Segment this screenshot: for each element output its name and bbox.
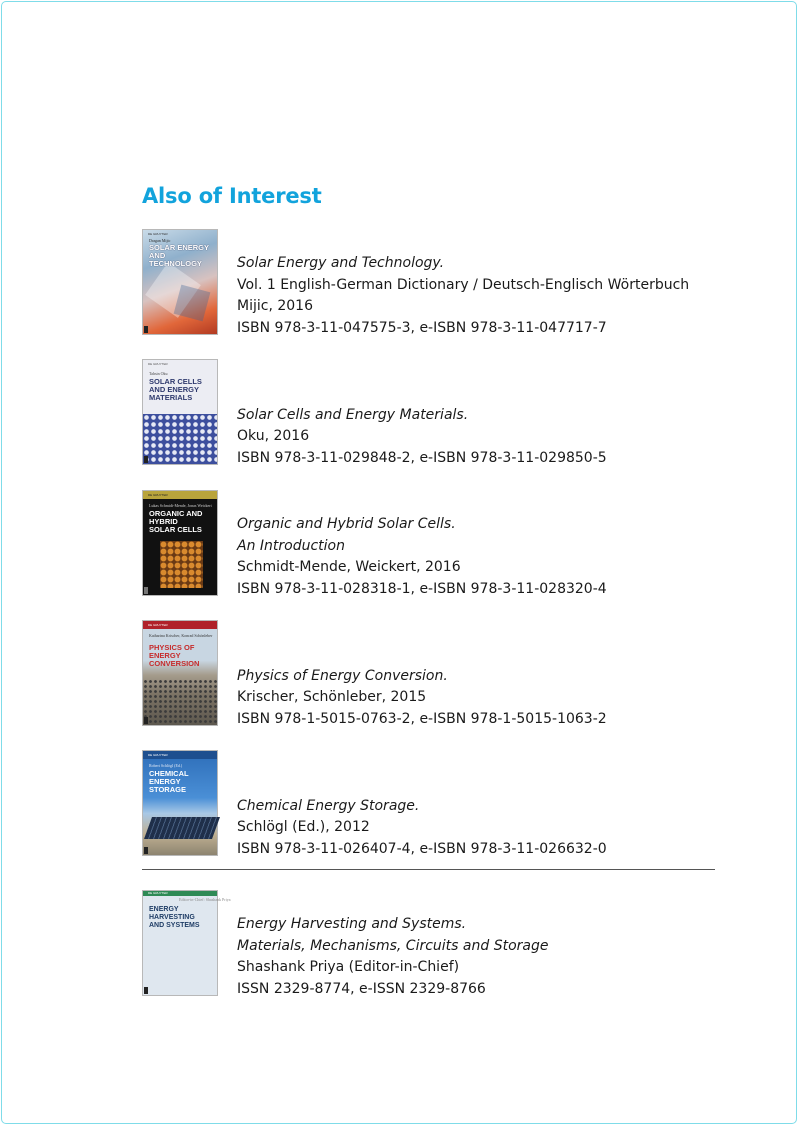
- book-title: Organic and Hybrid Solar Cells.: [237, 516, 456, 532]
- book-entry: [142, 890, 722, 996]
- book-authors: Krischer, Schönleber, 2015: [237, 689, 427, 705]
- page-heading: Also of Interest: [142, 184, 322, 208]
- book-entry: [142, 229, 722, 335]
- book-entry: [142, 490, 722, 596]
- cover-publisher: DE GRUYTER: [143, 891, 217, 896]
- cover-author: Lukas Schmidt-Mende, Jonas Weickert: [149, 503, 212, 508]
- book-authors: Schmidt-Mende, Weickert, 2016: [237, 559, 461, 575]
- book-cover-image: [142, 490, 218, 596]
- book-cover-image: [142, 229, 218, 335]
- cover-publisher: DE GRUYTER: [143, 491, 217, 499]
- book-title: Chemical Energy Storage.: [237, 797, 420, 814]
- book-cover-image: [142, 620, 218, 726]
- book-details: [237, 405, 607, 470]
- book-title: Energy Harvesting and Systems.: [237, 916, 467, 932]
- cover-publisher: DE GRUYTER: [148, 362, 168, 366]
- book-isbn: ISBN 978-3-11-026407-4, e-ISBN 978-3-11-026632-0: [237, 840, 607, 857]
- book-entry: [142, 620, 722, 726]
- cover-publisher: DE GRUYTER: [148, 232, 168, 236]
- cover-title: SOLAR ENERGY AND TECHNOLOGY: [149, 243, 210, 268]
- cover-title: CHEMICAL ENERGY STORAGE: [149, 769, 189, 794]
- cover-author: Editor-in-Chief: Shashank Priya: [179, 897, 231, 902]
- cover-publisher: DE GRUYTER: [143, 751, 217, 759]
- book-isbn: ISBN 978-3-11-028318-1, e-ISBN 978-3-11-028320-4: [237, 580, 607, 597]
- book-isbn: ISBN 978-1-5015-0763-2, e-ISBN 978-1-5015-1063-2: [237, 710, 607, 727]
- cover-title: ORGANIC AND HYBRID SOLAR CELLS: [149, 509, 203, 534]
- book-isbn: ISBN 978-3-11-029848-2, e-ISBN 978-3-11-029850-5: [237, 449, 607, 466]
- book-isbn: ISBN 978-3-11-047575-3, e-ISBN 978-3-11-047717-7: [237, 319, 607, 336]
- cover-publisher: DE GRUYTER: [143, 621, 217, 629]
- book-details: [237, 666, 607, 731]
- cover-title: PHYSICS OF ENERGY CONVERSION: [149, 643, 200, 668]
- book-authors: Mijic, 2016: [237, 298, 313, 314]
- book-subtitle: Materials, Mechanisms, Circuits and Storage: [237, 937, 549, 954]
- cover-author: Robert Schlögl (Ed.): [149, 763, 183, 768]
- divider: [142, 869, 715, 870]
- book-cover-image: [142, 750, 218, 856]
- book-entry: [142, 750, 722, 856]
- book-authors: Oku, 2016: [237, 428, 310, 444]
- book-cover-image: [142, 359, 218, 465]
- book-cover-image: [142, 890, 231, 996]
- book-authors: Schlögl (Ed.), 2012: [237, 819, 370, 835]
- book-title: Physics of Energy Conversion.: [237, 667, 448, 684]
- book-subtitle: An Introduction: [237, 537, 345, 554]
- book-details: [237, 796, 607, 861]
- book-details: [237, 914, 548, 1000]
- book-title: Solar Cells and Energy Materials.: [237, 406, 469, 423]
- cover-author: Katharina Krischer, Konrad Schönleber: [149, 633, 213, 638]
- book-authors: Shashank Priya (Editor-in-Chief): [237, 959, 460, 975]
- cover-title: SOLAR CELLS AND ENERGY MATERIALS: [149, 377, 202, 402]
- book-title: Solar Energy and Technology.: [237, 255, 445, 271]
- book-details: [237, 514, 607, 600]
- cover-title: ENERGY HARVESTING AND SYSTEMS: [149, 906, 200, 929]
- book-subtitle: Vol. 1 English-German Dictionary / Deutsch-Englisch Wörterbuch: [237, 276, 690, 293]
- cover-author: Dragan Mijic: [149, 238, 171, 243]
- book-details: [237, 253, 689, 339]
- book-entry: [142, 359, 722, 465]
- book-isbn: ISSN 2329-8774, e-ISSN 2329-8766: [237, 980, 486, 997]
- cover-author: Tahsin Oku: [149, 371, 168, 376]
